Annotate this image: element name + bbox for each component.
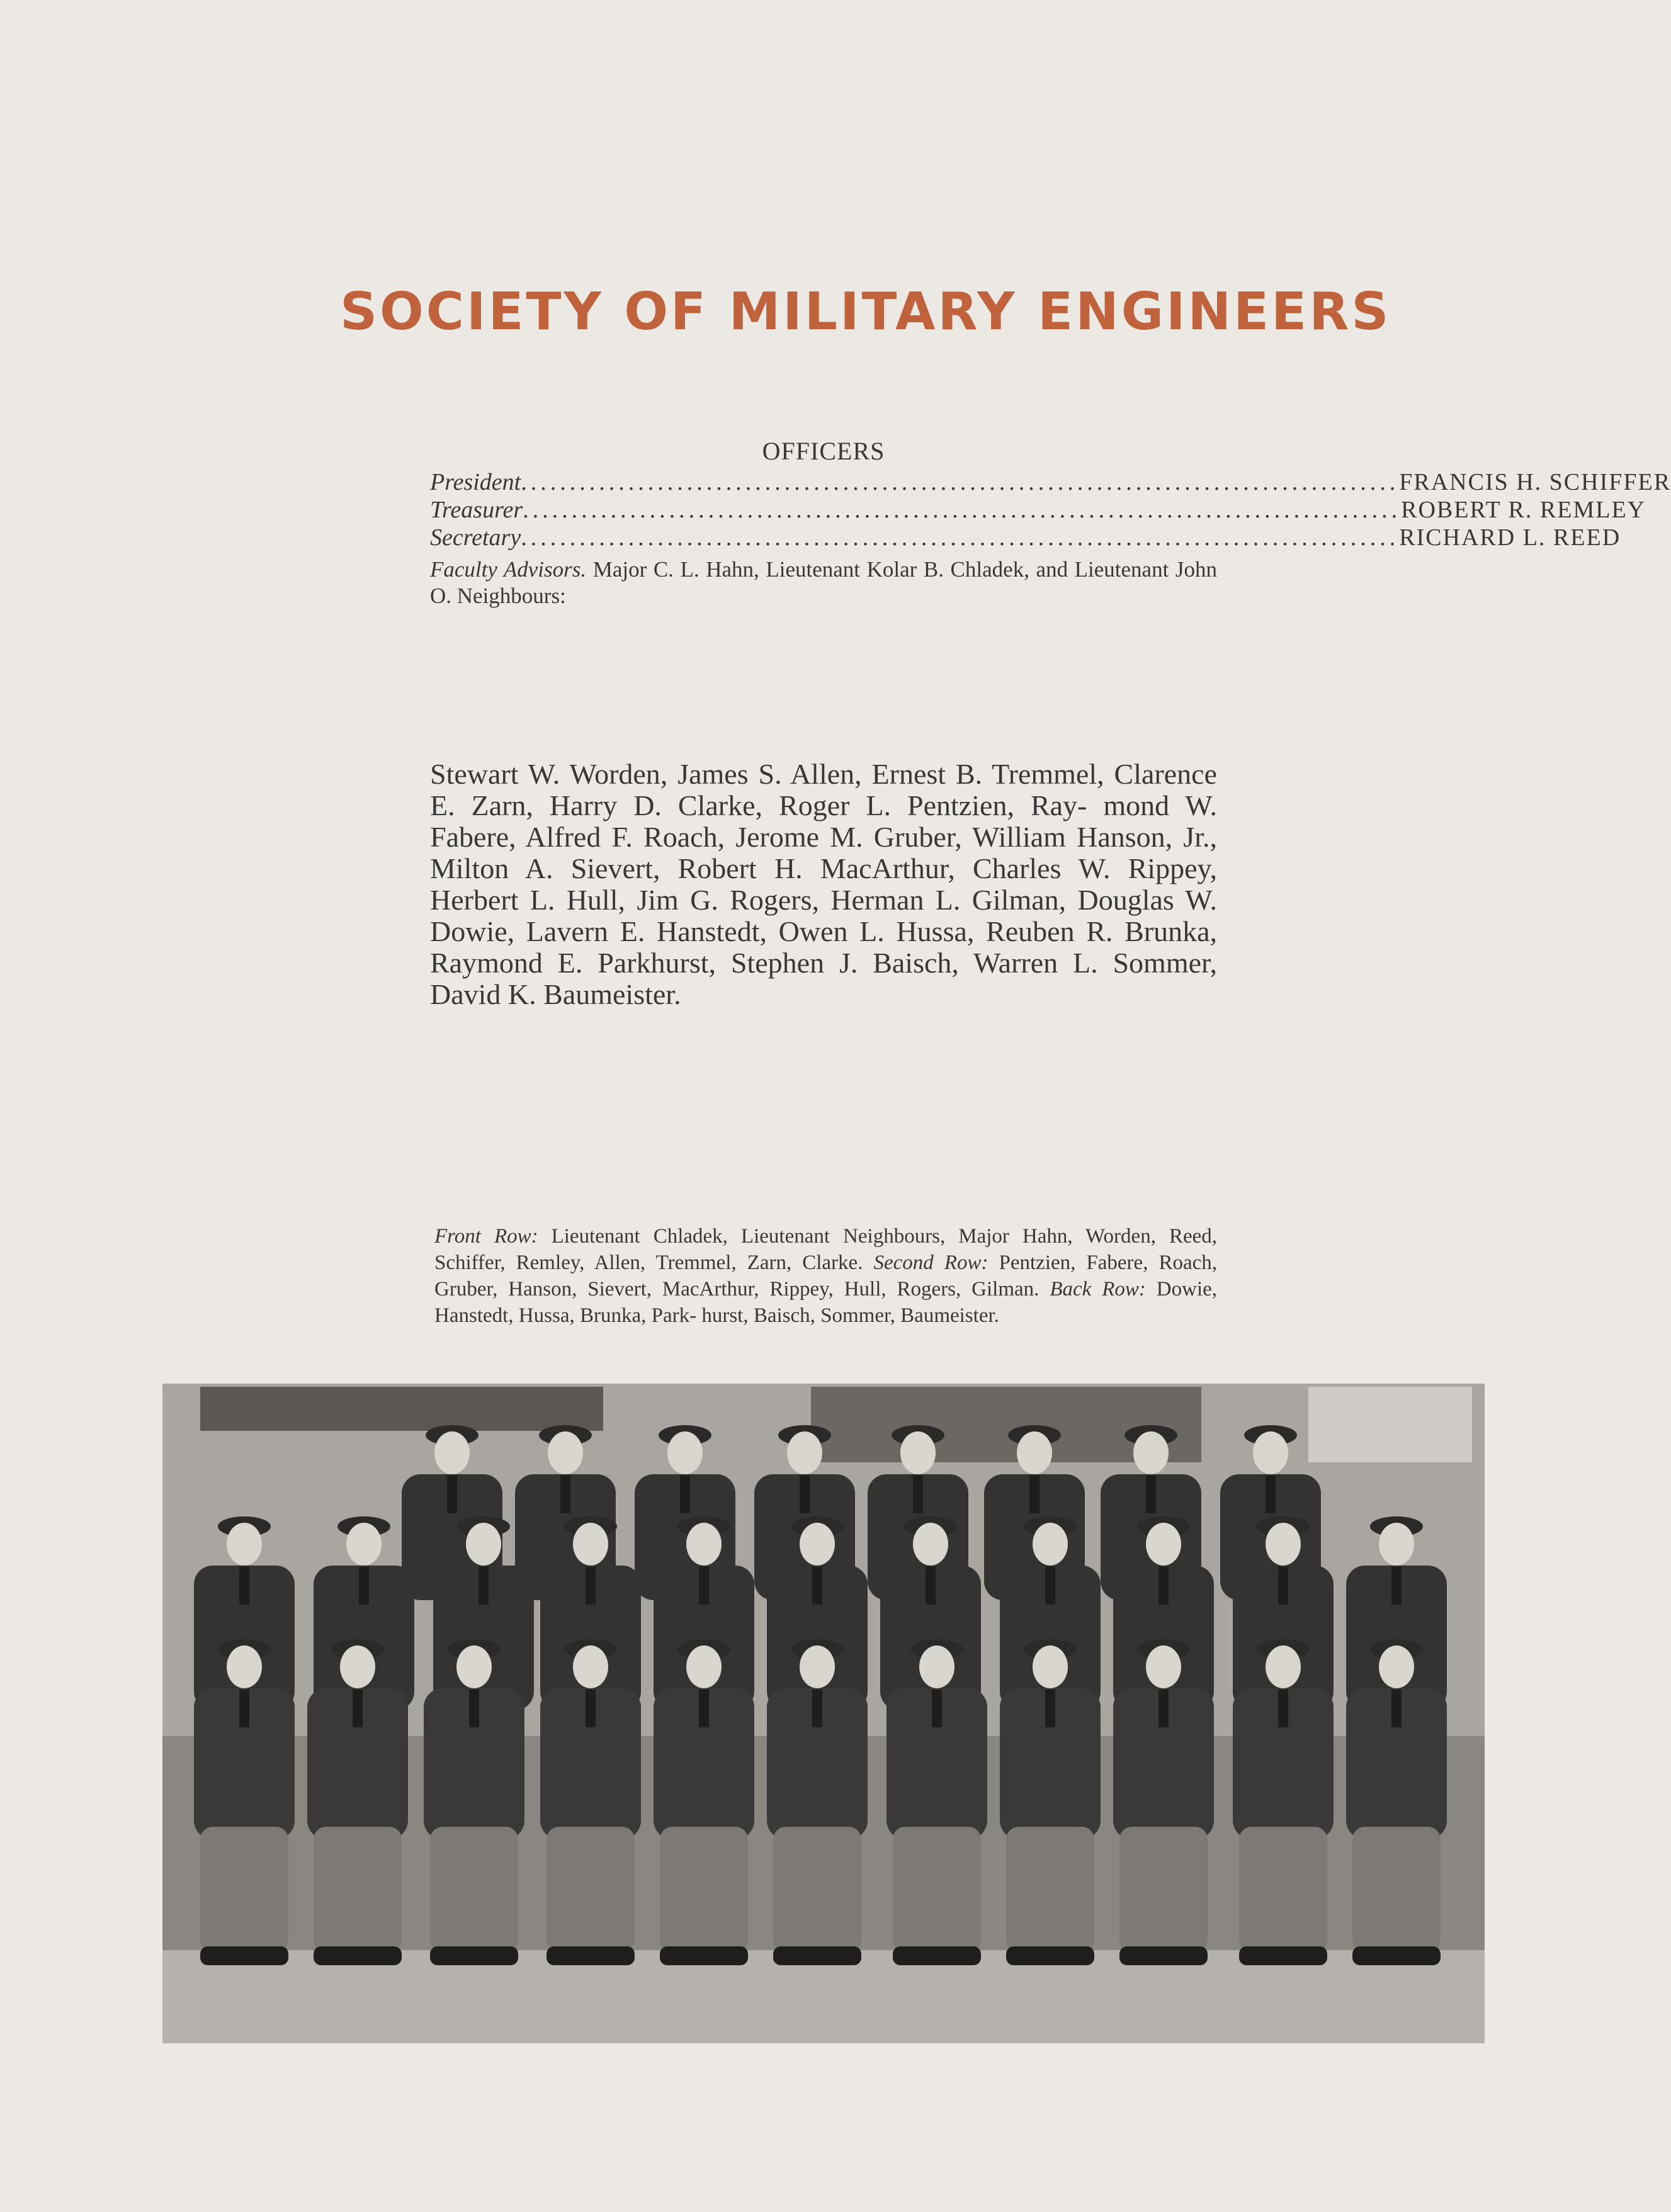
face	[686, 1645, 722, 1688]
face	[1133, 1431, 1169, 1474]
group-photo-illustration	[162, 1384, 1485, 2043]
tie	[1278, 1690, 1288, 1727]
tie	[1391, 1690, 1402, 1727]
face	[800, 1523, 835, 1566]
shoes	[547, 1946, 635, 1965]
tie	[239, 1567, 249, 1605]
tie	[812, 1690, 822, 1727]
back-row-label: Back Row:	[1050, 1278, 1146, 1301]
louver-left	[200, 1387, 603, 1431]
trousers	[200, 1827, 288, 1953]
tie	[447, 1476, 457, 1513]
shoes	[1006, 1946, 1094, 1965]
shoes	[430, 1946, 518, 1965]
shoes	[1239, 1946, 1327, 1965]
officer-role: President	[430, 469, 521, 495]
officer-role: Secretary	[430, 524, 521, 551]
dot-leader: ..........................................................................................	[521, 524, 1400, 551]
shoes	[314, 1946, 402, 1965]
trousers	[1006, 1827, 1094, 1953]
front-row-label: Front Row:	[434, 1225, 538, 1248]
officers-heading: OFFICERS	[762, 437, 885, 465]
tie	[1391, 1567, 1402, 1605]
face	[919, 1645, 954, 1688]
officer-row-treasurer	[430, 496, 1646, 524]
face	[346, 1523, 382, 1566]
face	[548, 1431, 583, 1474]
officer-name: FRANCIS H. SCHIFFER	[1399, 469, 1671, 495]
face	[667, 1431, 703, 1474]
face	[1253, 1431, 1288, 1474]
tie	[1278, 1567, 1288, 1605]
face	[227, 1523, 262, 1566]
trousers	[893, 1827, 981, 1953]
shoes	[200, 1946, 288, 1965]
face	[340, 1645, 375, 1688]
face	[1146, 1645, 1181, 1688]
tie	[1266, 1476, 1276, 1513]
trousers	[430, 1827, 518, 1953]
members-list: Stewart W. Worden, James S. Allen, Ernest B. Tremmel, Clarence E. Zarn, Harry D. Clarke, Roger L. Pentzien, Ray- mond W. Fabere, Alfred F. Roach, Jerome M. Gruber, William Hanson, Jr., Milton A. Sievert, Robert H. MacArthur, Charles W. Rippey, Herbert L. Hull, Jim G. Rogers, Herman L. Gilman, Douglas W. Dowie, Lavern E. Hanstedt, Owen L. Hussa, Reuben R. Brunka, Raymond E. Parkhurst, Stephen J. Baisch, Warren L. Sommer, David K. Baumeister.	[430, 758, 1217, 1010]
shoes	[893, 1946, 981, 1965]
tie	[913, 1476, 923, 1513]
back-row-names: Dowie, Hanstedt, Hussa, Brunka, Park- hurst, Baisch, Sommer, Baumeister.	[434, 1278, 1218, 1327]
tie	[699, 1567, 709, 1605]
face	[1379, 1523, 1414, 1566]
trousers	[660, 1827, 748, 1953]
tie	[586, 1567, 596, 1605]
tie	[586, 1690, 596, 1727]
second-row-label: Second Row:	[873, 1251, 988, 1274]
advisors-label: Faculty Advisors.	[430, 557, 587, 582]
dot-leader: ..........................................................................................	[521, 469, 1400, 495]
face	[573, 1523, 608, 1566]
tie	[1029, 1476, 1039, 1513]
tie	[239, 1690, 249, 1727]
tie	[1158, 1567, 1169, 1605]
advisors-text: Major C. L. Hahn, Lieutenant Kolar B. Chladek, and Lieutenant John O. Neighbours:	[430, 557, 1218, 608]
shoes	[1119, 1946, 1208, 1965]
tie	[932, 1690, 942, 1727]
face	[227, 1645, 262, 1688]
officer-row-president	[430, 468, 1671, 496]
trousers	[314, 1827, 402, 1953]
face	[1033, 1645, 1068, 1688]
tie	[680, 1476, 690, 1513]
dot-leader: ..........................................................................................	[523, 497, 1402, 523]
face	[434, 1431, 470, 1474]
face	[787, 1431, 822, 1474]
tie	[926, 1567, 936, 1605]
officer-row-secretary	[430, 524, 1621, 551]
tie	[1146, 1476, 1156, 1513]
officer-role: Treasurer	[430, 497, 523, 523]
face	[1266, 1645, 1301, 1688]
face	[1033, 1523, 1068, 1566]
face	[1379, 1645, 1414, 1688]
shoes	[660, 1946, 748, 1965]
tie	[800, 1476, 810, 1513]
tie	[479, 1567, 489, 1605]
face	[1266, 1523, 1301, 1566]
front-row-names: Lieutenant Chladek, Lieutenant Neighbours, Major Hahn, Worden, Reed, Schiffer, Remley, Allen, Tremmel, Zarn, Clarke.	[434, 1225, 1217, 1274]
face	[900, 1431, 936, 1474]
tie	[812, 1567, 822, 1605]
second-row-names: Pentzien, Fabere, Roach, Gruber, Hanson, Sievert, MacArthur, Rippey, Hull, Rogers, Gilman.	[434, 1251, 1218, 1301]
tie	[1045, 1567, 1055, 1605]
officer-name: RICHARD L. REED	[1399, 524, 1621, 551]
tie	[699, 1690, 709, 1727]
face	[800, 1645, 835, 1688]
face	[466, 1523, 501, 1566]
trousers	[547, 1827, 635, 1953]
tie	[353, 1690, 363, 1727]
face	[1146, 1523, 1181, 1566]
trousers	[773, 1827, 861, 1953]
trousers	[1352, 1827, 1441, 1953]
tie	[359, 1567, 369, 1605]
shoes	[773, 1946, 861, 1965]
photo-caption	[434, 1223, 1217, 1329]
face	[686, 1523, 722, 1566]
group-photo	[162, 1384, 1485, 2043]
faculty-advisors	[430, 556, 1217, 609]
face	[573, 1645, 608, 1688]
shoes	[1352, 1946, 1441, 1965]
tie	[1045, 1690, 1055, 1727]
face	[1017, 1431, 1052, 1474]
officer-name: ROBERT R. REMLEY	[1401, 497, 1646, 523]
trousers	[1239, 1827, 1327, 1953]
window-right	[1308, 1387, 1472, 1462]
trousers	[1119, 1827, 1208, 1953]
face	[456, 1645, 492, 1688]
tie	[560, 1476, 570, 1513]
face	[913, 1523, 948, 1566]
officers-section	[430, 436, 1671, 609]
tie	[1158, 1690, 1169, 1727]
tie	[469, 1690, 479, 1727]
page-title: SOCIETY OF MILITARY ENGINEERS	[340, 282, 1391, 342]
